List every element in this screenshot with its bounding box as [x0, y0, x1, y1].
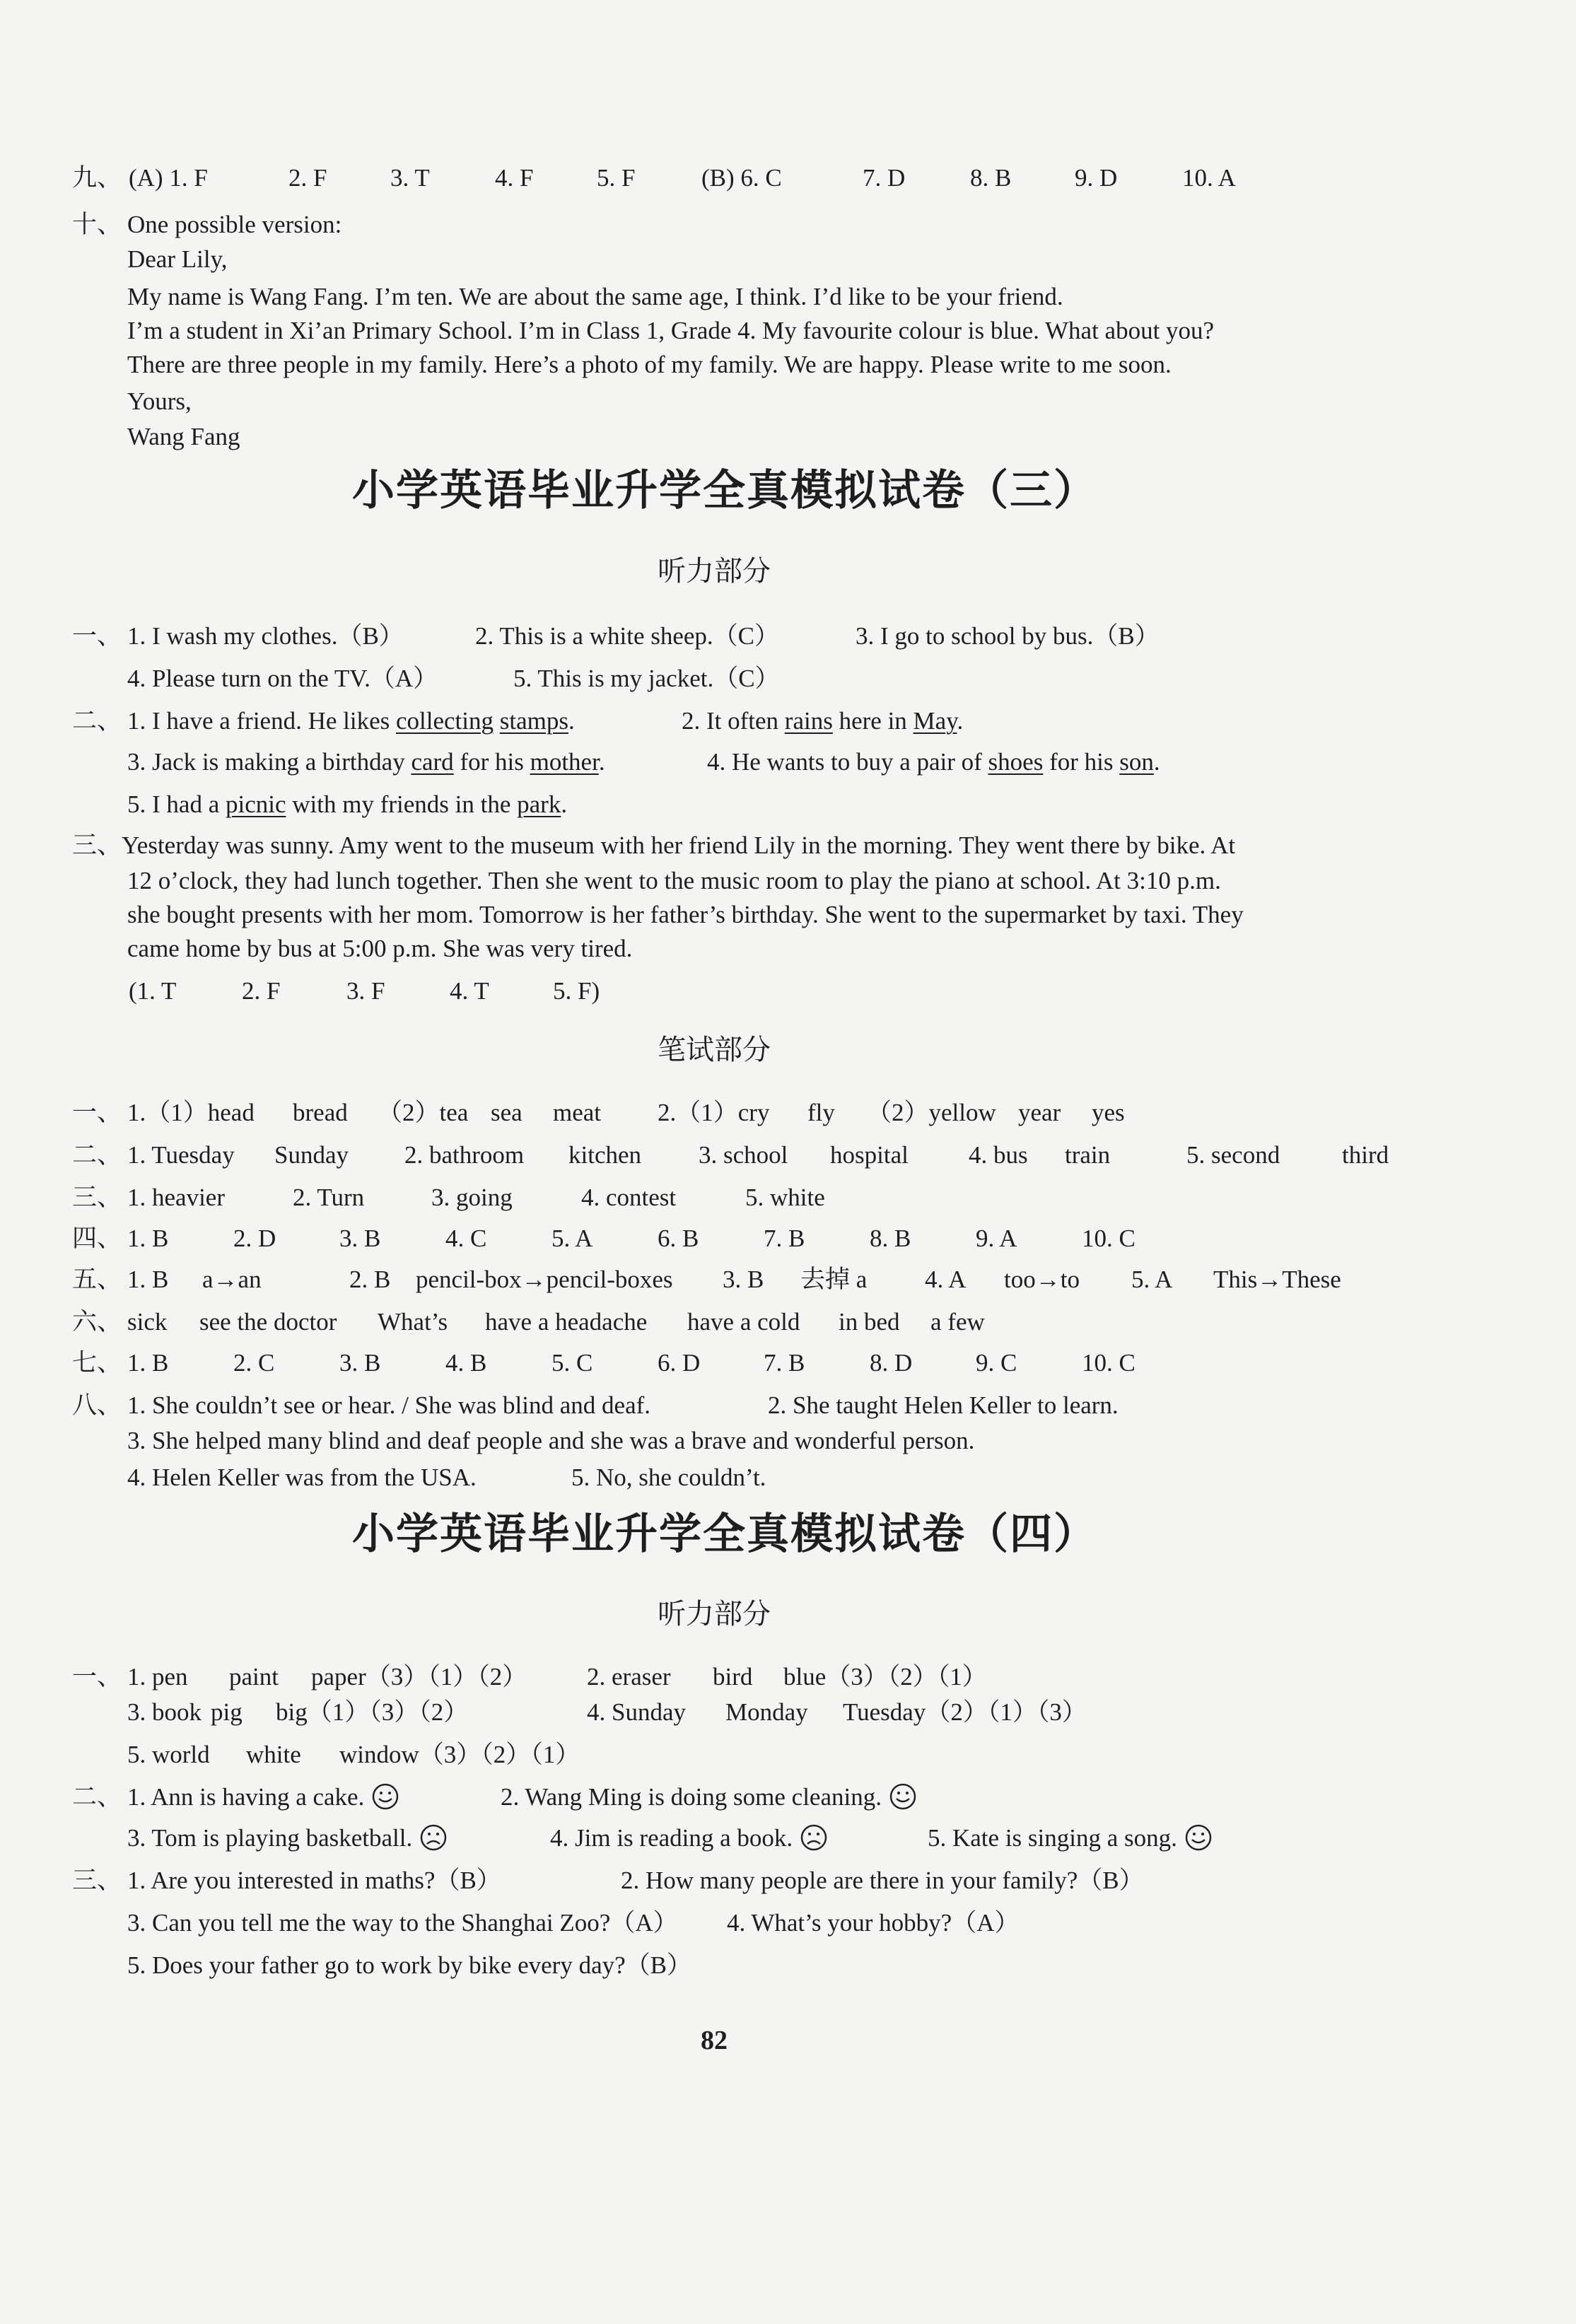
answer-item: 3. T [390, 164, 430, 192]
sad-face-icon [419, 1823, 448, 1852]
blank-answer: park [517, 790, 561, 818]
answer-item: 2. This is a white sheep.（C） [475, 622, 780, 650]
answer-item: 2. F [288, 164, 327, 192]
essay-line: Wang Fang [127, 423, 240, 450]
passage-line: she bought presents with her mom. Tomorrow is her father’s birthday. She went to the supermarket by taxi. They [127, 901, 1244, 928]
section-label: 三、 [72, 1184, 122, 1211]
answer-item: 3. She helped many blind and deaf people and she was a brave and wonderful person. [127, 1427, 975, 1454]
section-label: 二、 [72, 1141, 122, 1169]
paper-4-listening-heading: 听力部分 [658, 1598, 771, 1630]
section-label: 三、 [72, 831, 122, 859]
passage-line: came home by bus at 5:00 p.m. She was very tired. [127, 935, 633, 962]
paper-3-title: 小学英语毕业升学全真模拟试卷（三） [352, 466, 1097, 515]
fill-sentence: 1. I have a friend. He likes collecting stamps. [127, 707, 575, 735]
essay-line: My name is Wang Fang. I’m ten. We are about the same age, I think. I’d like to be your friend. [127, 283, 1063, 310]
section-label: 五、 [72, 1266, 122, 1293]
fill-sentence: 3. Jack is making a birthday card for his mother. [127, 748, 605, 776]
blank-answer: son [1119, 748, 1154, 776]
smiley-face-icon [1184, 1823, 1213, 1852]
answer-item: 1. Ann is having a cake. [127, 1783, 365, 1811]
answer-item: 2. Wang Ming is doing some cleaning. [501, 1783, 882, 1811]
blank-answer: May [913, 707, 957, 735]
section-label: 九、 [72, 164, 122, 192]
section-label: 四、 [72, 1225, 122, 1252]
answer-item: 2. How many people are there in your family?（B） [621, 1867, 1144, 1894]
section-label: 二、 [72, 1783, 122, 1811]
fill-sentence: 2. It often rains here in May. [682, 707, 964, 735]
answer-item: 3. Can you tell me the way to the Shanghai Zoo?（A） [127, 1909, 678, 1937]
essay-line: There are three people in my family. Here’s a photo of my family. We are happy. Please write to me soon. [127, 351, 1172, 378]
blank-answer: mother [530, 748, 599, 776]
section-label: 二、 [72, 707, 122, 735]
section-label: 十、 [72, 211, 122, 238]
answer-item: 9. D [1075, 164, 1118, 192]
answer-item: (B) 6. C [701, 164, 782, 192]
answer-item: 5. F [597, 164, 636, 192]
answer-item: 10. A [1182, 164, 1236, 192]
answer-item: 7. D [863, 164, 906, 192]
essay-intro: One possible version: [127, 211, 342, 238]
answer-item: 4. Jim is reading a book. [550, 1824, 793, 1852]
passage-line: 12 o’clock, they had lunch together. Then she went to the music room to play the piano at school. At 3:10 p.m. [127, 867, 1221, 894]
answer-item: (A) 1. F [129, 164, 208, 192]
answer-item: 4. Please turn on the TV.（A） [127, 665, 438, 692]
answer-key-page: 九、 (A) 1. F 2. F 3. T 4. F 5. F (B) 6. C 7. D 8. B 9. D 10. A 十、 One possible version: Dear Lily, My name is Wang Fang. I’m ten. We are about the same age, I think. I’d like to be your friend. I’m a student in Xi’an Primary School. I’m in Class 1, Grade 4. My favourite colour is blue. What about you? There are three people in my family. Here’s a photo of my family. We are happy. Please write to me soon. Yours, Wang Fang 小学英语毕业升学全真模拟试卷（三） 听力部分 一、 1. I wash my clothes.（B） 2. This is a white sheep.（C） 3. I go to school by bus.（B） 4. Please turn on the TV.（A） 5. This is my jacket.（C） 二、 1. I have a friend. He likes collecting stamps. 2. It often rains here in May. 3. Jack is making a birthday card for his mother. 4. He wants to buy a pair of shoes for his son. 5. I had a picnic with my friends in the park. 三、Yesterday was sunny. Amy went to the museum with her friend Lily in the morning. They went there by bike. At 12 o’clock, they had lunch together. Then she went to the music room to play the piano at school. At 3:10 p.m. she bought presents with her mom. Tomorrow is her father’s birthday. She went to the supermarket by taxi. They came home by bus at 5:00 p.m. She was very tired. (1. T 2. F 3. F 4. T 5. F) 笔试部分 一、 1.（1）head bread （2）tea sea meat 2.（1）cry fly （2）yellow year yes 二、 1. Tuesday Sunday 2. bathroom kitchen 3. school hospital 4. bus train 5. second third 三、 1. heavier 2. Turn 3. going 4. contest 5. white 四、 1. B 2. D 3. B 4. C 5. A 6. B 7. B 8. B 9. A 10. C 五、 1. B a→an 2. B pencil-box→pencil-boxes 3. B 去掉 a 4. A too→to 5. A This→These 六、 sick see the doctor What’s have a headache have a cold in bed a few 七、 1. B 2. C 3. B 4. B 5. C 6. D 7. B 8. D 9. C 10. C 八、 1. She couldn’t see or hear. / She was blind and deaf. 2. She taught Helen Keller to learn. 3. She helped many blind and deaf people and she was a brave and wonderful person. 4. Helen Keller was from the USA. 5. No, she couldn’t. 小学英语毕业升学全真模拟试卷（四） 听力部分 一、 1. pen paint paper（3）（1）（2） 2. eraser bird blue（3）（2）（1） 3. book pig big（1）（3）（2） 4. Sunday Monday Tuesday（2）（1）（3） 5. world white window（3）（2）（1） 二、 1. Ann is having a cake. 2. Wang Ming is doing some cleaning. 3. Tom is playing basketball. 4. Jim is reading a book. 5. Kate is singing a song. 三、 1. Are you interested in maths?（B） 2. How many people are there in your family?（B） 3. Can you tell me the way to the Shanghai Zoo?（A） 4. What’s your hobby?（A） 5. Does your father go to work by bike every day?（B） 82 [0, 0, 1576, 2324]
fill-sentence: 4. He wants to buy a pair of shoes for his son. [707, 748, 1160, 776]
p3-listening-3 [72, 830, 1235, 861]
smiley-face-icon [889, 1782, 917, 1811]
blank-answer: card [411, 748, 454, 776]
blank-answer: collecting [396, 707, 494, 735]
answer-item: 8. B [970, 164, 1012, 192]
answer-item: 4. F [495, 164, 534, 192]
section-label: 七、 [72, 1349, 122, 1377]
answer-item: 1. Are you interested in maths?（B） [127, 1867, 501, 1894]
paper-3-listening-heading: 听力部分 [658, 555, 771, 588]
smiley-face-icon [371, 1782, 399, 1811]
answer-item: 1. I wash my clothes.（B） [127, 622, 404, 650]
passage-line: Yesterday was sunny. Amy went to the museum with her friend Lily in the morning. They went there by bike. At [122, 831, 1236, 859]
section-label: 六、 [72, 1308, 122, 1336]
blank-answer: picnic [225, 790, 286, 818]
answer-item: 5. Kate is singing a song. [928, 1824, 1177, 1852]
blank-answer: stamps [499, 707, 568, 735]
answer-item: 3. Tom is playing basketball. [127, 1824, 413, 1852]
paper-4-title: 小学英语毕业升学全真模拟试卷（四） [352, 1510, 1097, 1559]
fill-sentence: 5. I had a picnic with my friends in the park. [127, 790, 568, 818]
answer-item: 5. Does your father go to work by bike every day?（B） [127, 1951, 691, 1979]
paper-3-written-heading: 笔试部分 [658, 1034, 771, 1066]
section-label: 一、 [72, 622, 122, 650]
prev-section-10 [72, 209, 342, 240]
essay-line: Dear Lily, [127, 245, 228, 273]
answer-item: 5. This is my jacket.（C） [513, 665, 780, 692]
section-label: 一、 [72, 1099, 122, 1126]
blank-answer: shoes [988, 748, 1044, 776]
section-label: 八、 [72, 1391, 122, 1419]
section-label: 三、 [72, 1867, 122, 1894]
answer-item: 3. I go to school by bus.（B） [856, 622, 1160, 650]
page-number: 82 [701, 2026, 728, 2055]
essay-line: Yours, [127, 387, 192, 415]
answer-item: 4. What’s your hobby?（A） [727, 1909, 1020, 1937]
sad-face-icon [800, 1823, 828, 1852]
essay-line: I’m a student in Xi’an Primary School. I’m in Class 1, Grade 4. My favourite colour is blue. What about you? [127, 317, 1215, 344]
blank-answer: rains [784, 707, 833, 735]
section-label: 一、 [72, 1663, 122, 1691]
